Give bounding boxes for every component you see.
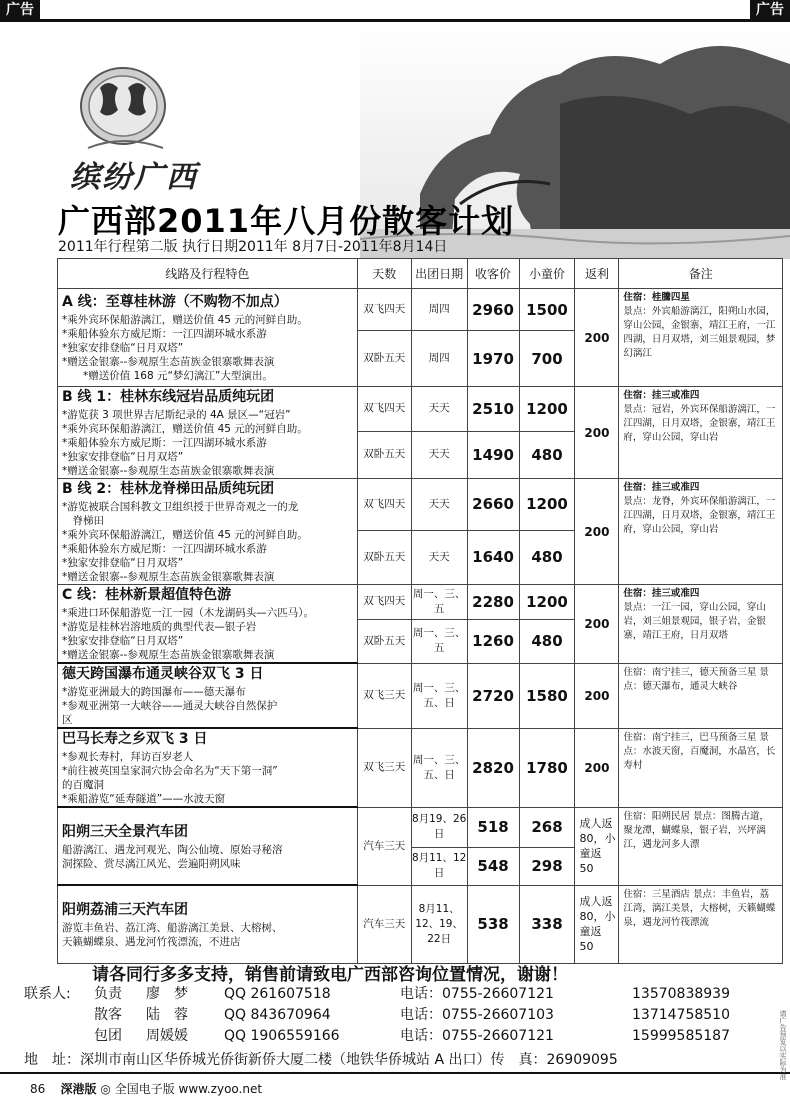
tour-plan-table bbox=[57, 258, 783, 964]
route-desc-line: *乘外宾环保船游漓江，赠送价值 45 元的河鲜自助。 bbox=[62, 423, 308, 435]
remark-text: 景点：一江一园，穿山公园，穿山岩，刘三姐景观园，银子岩，金银寨，靖江王府，日月双塔 bbox=[623, 602, 766, 641]
contact-row bbox=[24, 984, 784, 1005]
contact-row bbox=[24, 1005, 784, 1026]
departure-cell: 周一、三、五 bbox=[411, 619, 467, 663]
departure-cell: 周一、三、五 bbox=[411, 585, 467, 620]
remark-cell bbox=[619, 479, 783, 585]
contact-mobile: 15999585187 bbox=[632, 1028, 730, 1044]
route-desc bbox=[58, 313, 357, 383]
price-cell: 548 bbox=[467, 847, 519, 885]
route-desc-line: *赠送价值 168 元“梦幻漓江”大型演出。 bbox=[62, 370, 273, 382]
remark-cell: 住宿：南宁挂三，巴马预备三星 景点：水波天窗，百魔洞，水晶宫，长寿村 bbox=[619, 728, 783, 807]
col-header-route: 线路及行程特色 bbox=[58, 259, 358, 289]
call-to-action: 请各同行多多支持，销售前请致电广西部咨询位置情况，谢谢！ bbox=[92, 965, 568, 985]
contact-role: 散客 bbox=[94, 1007, 122, 1023]
price-cell: 1640 bbox=[467, 530, 519, 584]
side-note: 请广告预览以实际为准 bbox=[779, 1010, 787, 1080]
route-desc-line: 洞探险、赏尽漓江风光、尝遍阳朔风味 bbox=[62, 857, 241, 870]
table-row bbox=[58, 387, 783, 432]
price-cell: 538 bbox=[467, 885, 519, 963]
route-detian-cell bbox=[58, 663, 358, 728]
departure-cell: 天天 bbox=[411, 387, 467, 432]
child-price-cell: 268 bbox=[519, 807, 575, 847]
route-desc-line: *游览获 3 项世界吉尼斯纪录的 4A 景区—“冠岩” bbox=[62, 409, 291, 421]
remark-title: 住宿：挂三或准四 bbox=[623, 390, 700, 401]
table-row bbox=[58, 885, 783, 963]
route-desc-line: *乘外宾环保船游漓江，赠送价值 45 元的河鲜自助。 bbox=[62, 529, 308, 541]
child-price-cell: 1200 bbox=[519, 387, 575, 432]
contact-role: 负责 bbox=[94, 986, 122, 1002]
route-desc-line: *乘外宾环保船游漓江，赠送价值 45 元的河鲜自助。 bbox=[62, 314, 308, 326]
days-cell: 双卧五天 bbox=[357, 530, 411, 584]
route-desc bbox=[58, 500, 357, 584]
days-cell: 双飞三天 bbox=[357, 663, 411, 728]
child-price-cell: 1500 bbox=[519, 289, 575, 331]
departure-cell: 天天 bbox=[411, 530, 467, 584]
route-name: 阳朔三天全景汽车团 bbox=[62, 823, 188, 840]
child-price-cell: 1200 bbox=[519, 585, 575, 620]
route-desc-line: *乘船体验东方威尼斯：一江四湖环城水系游 bbox=[62, 328, 267, 340]
remark-title: 住宿：桂騰四星 bbox=[623, 292, 690, 303]
globe-icon: ◎ bbox=[100, 1082, 111, 1096]
contact-tel: 电话：0755-26607103 bbox=[400, 1007, 554, 1023]
departure-cell: 8月19、26日 bbox=[411, 807, 467, 847]
ad-label-left: 广告 bbox=[0, 0, 40, 20]
route-desc-line: *乘船体验东方威尼斯：一江四湖环城水系游 bbox=[62, 437, 267, 449]
footer-rule bbox=[0, 1072, 790, 1074]
days-cell: 双飞四天 bbox=[357, 479, 411, 531]
days-cell: 双卧五天 bbox=[357, 431, 411, 478]
contact-tel: 电话：0755-26607121 bbox=[400, 986, 554, 1002]
route-desc bbox=[58, 843, 357, 871]
route-desc-line: *独家安排登临“日月双塔” bbox=[62, 451, 184, 463]
route-desc-line: 天籁蝴蝶泉、遇龙河竹筏漂流，不进店 bbox=[62, 935, 241, 948]
col-header-departure: 出团日期 bbox=[411, 259, 467, 289]
route-name: C 线：桂林新景超值特色游 bbox=[62, 587, 232, 603]
child-price-cell: 298 bbox=[519, 847, 575, 885]
route-name: 德天跨国瀑布通灵峡谷双飞 3 日 bbox=[62, 666, 264, 682]
route-desc-line: *赠送金银寨--参观原生态苗族金银寨歌舞表演 bbox=[62, 571, 275, 583]
route-desc-line: *赠送金银寨--参观原生态苗族金银寨歌舞表演 bbox=[62, 649, 275, 661]
departure-cell: 周四 bbox=[411, 331, 467, 387]
rebate-cell: 200 bbox=[575, 289, 619, 387]
remark-cell bbox=[619, 387, 783, 479]
table-row bbox=[58, 807, 783, 847]
contact-name: 周媛媛 bbox=[146, 1028, 188, 1044]
departure-cell: 周一、三、五、日 bbox=[411, 663, 467, 728]
contact-mobile: 13714758510 bbox=[632, 1007, 730, 1023]
child-price-cell: 1780 bbox=[519, 728, 575, 807]
days-cell: 汽车三天 bbox=[357, 807, 411, 885]
top-rule bbox=[0, 19, 790, 22]
col-header-price: 收客价 bbox=[467, 259, 519, 289]
route-desc-line: *独家安排登临“日月双塔” bbox=[62, 635, 184, 647]
price-cell: 2510 bbox=[467, 387, 519, 432]
route-desc-line: 船游漓江、遇龙河观光、陶公仙境、原始寻秘溶 bbox=[62, 843, 283, 856]
route-desc-line: 脊梯田 bbox=[62, 515, 104, 527]
route-desc-line: *游览被联合国科教文卫组织授于世界奇观之一的龙 bbox=[62, 501, 299, 513]
child-price-cell: 480 bbox=[519, 431, 575, 478]
days-cell: 汽车三天 bbox=[357, 885, 411, 963]
child-price-cell: 1200 bbox=[519, 479, 575, 531]
route-desc-line: *前往被英国皇家洞穴协会命名为“天下第一洞” bbox=[62, 765, 278, 777]
remark-text: 景点：冠岩，外宾环保船游漓江，一江四湖，日月双塔，金银寨，靖江王府，穿山公园，穿山岩 bbox=[623, 404, 776, 443]
col-header-child-price: 小童价 bbox=[519, 259, 575, 289]
days-cell: 双飞四天 bbox=[357, 585, 411, 620]
contact-name: 陆 蓉 bbox=[146, 1007, 188, 1023]
page-title: 广西部2011年八月份散客计划 bbox=[58, 202, 515, 240]
col-header-rebate: 返利 bbox=[575, 259, 619, 289]
child-price-cell: 1580 bbox=[519, 663, 575, 728]
price-cell: 2820 bbox=[467, 728, 519, 807]
site-label: 全国电子版 www.zyoo.net bbox=[114, 1082, 263, 1096]
contact-row bbox=[24, 1026, 784, 1047]
days-cell: 双飞三天 bbox=[357, 728, 411, 807]
contact-tel: 电话：0755-26607121 bbox=[400, 1028, 554, 1044]
rebate-cell: 200 bbox=[575, 728, 619, 807]
remark-cell bbox=[619, 289, 783, 387]
brand-name: 缤纷广西 bbox=[70, 160, 198, 195]
contact-qq: QQ 1906559166 bbox=[224, 1028, 340, 1044]
child-price-cell: 338 bbox=[519, 885, 575, 963]
price-cell: 2720 bbox=[467, 663, 519, 728]
remark-cell: 住宿：南宁挂三，德天预备三星 景点：德天瀑布，通灵大峡谷 bbox=[619, 663, 783, 728]
price-cell: 1260 bbox=[467, 619, 519, 663]
departure-cell: 8月11、12日 bbox=[411, 847, 467, 885]
route-desc-line: *参观亚洲第一大峡谷——通灵大峡谷自然保护 bbox=[62, 700, 278, 712]
table-row bbox=[58, 289, 783, 331]
route-bama-cell bbox=[58, 728, 358, 807]
route-desc-line: *赠送金银寨--参观原生态苗族金银寨歌舞表演 bbox=[62, 465, 275, 477]
table-row bbox=[58, 663, 783, 728]
route-desc-line: 的百魔洞 bbox=[62, 779, 104, 791]
route-desc-line: *独家安排登临“日月双塔” bbox=[62, 557, 184, 569]
contact-role: 包团 bbox=[94, 1028, 122, 1044]
child-price-cell: 480 bbox=[519, 619, 575, 663]
col-header-days: 天数 bbox=[357, 259, 411, 289]
table-header-row bbox=[58, 259, 783, 289]
route-desc-line: 游览丰鱼岩、荔江湾、船游漓江美景、大榕树、 bbox=[62, 921, 283, 934]
route-desc bbox=[58, 921, 357, 949]
address-line: 地 址：深圳市南山区华侨城光侨街新侨大厦二楼（地铁华侨城站 A 出口）传 真：26909095 bbox=[24, 1052, 618, 1068]
route-desc-line: *赠送金银寨--参观原生态苗族金银寨歌舞表演 bbox=[62, 356, 275, 368]
contacts-label: 联系人: bbox=[24, 986, 71, 1002]
contact-name: 廖 梦 bbox=[146, 986, 188, 1002]
departure-cell: 周四 bbox=[411, 289, 467, 331]
remark-cell: 住宿：三星酒店 景点：丰鱼岩，荔江湾，漓江美景，大榕树，天籁蝴蝶泉，遇龙河竹筏漂流 bbox=[619, 885, 783, 963]
route-desc-line: *乘进口环保船游览一江一园（木龙湖码头—六匹马）。 bbox=[62, 607, 314, 619]
route-b1-cell bbox=[58, 387, 358, 479]
table-row bbox=[58, 728, 783, 807]
price-cell: 2660 bbox=[467, 479, 519, 531]
page-footer bbox=[30, 1080, 262, 1097]
route-desc bbox=[58, 408, 357, 478]
page-number: 86 bbox=[30, 1082, 46, 1096]
remark-cell bbox=[619, 585, 783, 664]
route-desc bbox=[58, 606, 357, 662]
contact-mobile: 13570838939 bbox=[632, 986, 730, 1002]
days-cell: 双飞四天 bbox=[357, 387, 411, 432]
route-desc bbox=[58, 750, 357, 806]
rebate-cell: 200 bbox=[575, 387, 619, 479]
route-name: 巴马长寿之乡双飞 3 日 bbox=[62, 731, 208, 747]
contact-qq: QQ 261607518 bbox=[224, 986, 331, 1002]
rebate-cell: 成人返 80，小童返 50 bbox=[575, 885, 619, 963]
days-cell: 双卧五天 bbox=[357, 619, 411, 663]
price-cell: 1970 bbox=[467, 331, 519, 387]
days-cell: 双卧五天 bbox=[357, 331, 411, 387]
table-row bbox=[58, 479, 783, 531]
price-cell: 1490 bbox=[467, 431, 519, 478]
price-cell: 518 bbox=[467, 807, 519, 847]
route-desc-line: *乘船游览“延寿隧道”——水波天窗 bbox=[62, 793, 226, 805]
child-price-cell: 480 bbox=[519, 530, 575, 584]
route-desc bbox=[58, 685, 357, 727]
route-name: A 线：至尊桂林游（不购物不加点） bbox=[62, 294, 288, 310]
route-desc-line: *游览是桂林岩溶地质的典型代表—银子岩 bbox=[62, 621, 257, 633]
route-b2-cell bbox=[58, 479, 358, 585]
days-cell: 双飞四天 bbox=[357, 289, 411, 331]
rebate-cell: 200 bbox=[575, 479, 619, 585]
col-header-remark: 备注 bbox=[619, 259, 783, 289]
rebate-cell: 成人返 80，小童返 50 bbox=[575, 807, 619, 885]
ad-label-right: 广告 bbox=[750, 0, 790, 20]
route-yangshuo-cell bbox=[58, 807, 358, 885]
route-desc-line: *独家安排登临“日月双塔” bbox=[62, 342, 184, 354]
remark-title: 住宿：挂三或准四 bbox=[623, 482, 700, 493]
remark-cell: 住宿：阳朔民居 景点：图腾古道，聚龙潭，蝴蝶泉，银子岩，兴坪漓江，遇龙河多人漂 bbox=[619, 807, 783, 885]
route-name: B 线 1：桂林东线冠岩品质纯玩团 bbox=[62, 389, 275, 405]
contacts-block bbox=[24, 984, 784, 1047]
edition-label: 深港版 bbox=[60, 1082, 97, 1096]
departure-cell: 8月11、12、19、22日 bbox=[411, 885, 467, 963]
brand-emblem-logo bbox=[68, 48, 178, 158]
route-name: 阳朔荔浦三天汽车团 bbox=[62, 901, 188, 918]
rebate-cell: 200 bbox=[575, 585, 619, 664]
route-name: B 线 2：桂林龙脊梯田品质纯玩团 bbox=[62, 481, 275, 497]
route-c-cell bbox=[58, 585, 358, 664]
departure-cell: 周一、三、五、日 bbox=[411, 728, 467, 807]
remark-title: 住宿：挂三或准四 bbox=[623, 588, 700, 599]
route-desc-line: 区 bbox=[62, 714, 73, 726]
price-cell: 2960 bbox=[467, 289, 519, 331]
route-desc-line: *参观长寿村，拜访百岁老人 bbox=[62, 751, 194, 763]
departure-cell: 天天 bbox=[411, 479, 467, 531]
route-a-cell bbox=[58, 289, 358, 387]
table-row bbox=[58, 585, 783, 620]
page-subtitle: 2011年行程第二版 执行日期2011年 8月7日-2011年8月14日 bbox=[58, 239, 448, 255]
route-desc-line: *乘船体验东方威尼斯：一江四湖环城水系游 bbox=[62, 543, 267, 555]
contact-qq: QQ 843670964 bbox=[224, 1007, 331, 1023]
departure-cell: 天天 bbox=[411, 431, 467, 478]
route-desc-line: *游览亚洲最大的跨国瀑布——德天瀑布 bbox=[62, 686, 246, 698]
price-cell: 2280 bbox=[467, 585, 519, 620]
child-price-cell: 700 bbox=[519, 331, 575, 387]
remark-text: 景点：外宾船游漓江，阳朔山水园，穿山公园，金银寨，靖江王府，一江四湖，日月双塔，刘三姐景观园，梦幻漓江 bbox=[623, 306, 776, 359]
remark-text: 景点：龙脊，外宾环保船游漓江，一江四湖，日月双塔，金银寨，靖江王府，穿山公园，穿山岩 bbox=[623, 496, 776, 535]
route-lipu-cell bbox=[58, 885, 358, 963]
rebate-cell: 200 bbox=[575, 663, 619, 728]
